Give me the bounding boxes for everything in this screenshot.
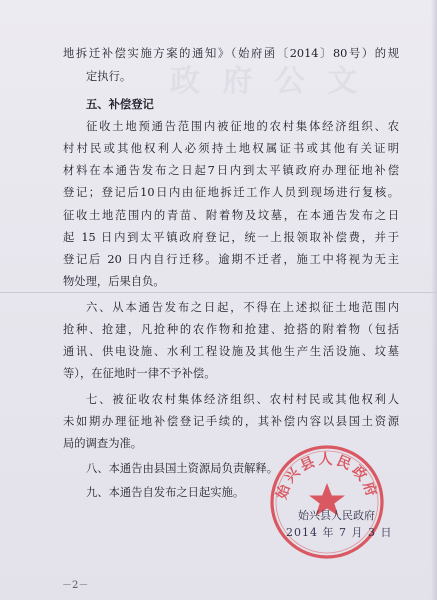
text-line: 九、本通告自发布之日起实施。 xyxy=(86,486,245,499)
seal-graphic xyxy=(268,443,386,561)
text-line: 七、被征收农村集体经济组织、农村村民或其他权利人 xyxy=(86,393,399,406)
text-line: 物处理，后果自负。 xyxy=(63,275,165,288)
faint-watermark: 政 府 公 文 xyxy=(170,64,364,99)
paper-fold-line xyxy=(0,292,437,293)
text-line: 征收土地预通告范围内被征地的农村集体经济组织、农 xyxy=(86,120,399,133)
text-line: 起 15 日内到太平镇政府登记，统一上报领取补偿费，并于 xyxy=(63,231,399,244)
text-line: 定执行。 xyxy=(86,70,132,83)
text-line: 局的调查为准。 xyxy=(63,437,143,450)
text-line: 材料在本通告发布之日起7日内到太平镇政府办理征地补偿 xyxy=(63,164,399,177)
text-line: 未如期办理征地补偿登记手续的，其补偿内容以县国土资源 xyxy=(63,415,399,428)
text-line: 村村民或其他权利人必须持土地权属证书或其他有关证明 xyxy=(63,142,399,155)
signature-date: 2014 年 7 月 3 日 xyxy=(286,526,393,539)
text-line: 等），在征地时一律不予补偿。 xyxy=(63,367,216,380)
text-line: 抢种、抢建，凡抢种的农作物和抢建、抢搭的附着物（包括 xyxy=(63,323,399,336)
official-seal xyxy=(268,443,386,561)
section-heading: 五、补偿登记 xyxy=(86,98,154,111)
text-line: 登记后 20 日内自行迁移。逾期不迁者，施工中将视为无主 xyxy=(63,253,399,266)
text-line: 六、从本通告发布之日起，不得在上述拟征土地范围内 xyxy=(86,301,399,314)
page-number: －2－ xyxy=(62,580,89,591)
signature-organization: 始兴县人民政府 xyxy=(298,509,375,522)
text-line: 八、本通告由县国土资源局负责解释。 xyxy=(86,462,279,475)
text-line: 地拆迁补偿实施方案的通知》（始府函〔2014〕80号）的规 xyxy=(63,47,399,60)
text-line: 登记；登记后10日内由征地拆迁工作人员到现场进行复核。 xyxy=(63,186,399,199)
seal-arc-text: 始兴县人民政府 xyxy=(274,451,380,502)
text-line: 通讯、供电设施、水利工程设施及其他生产生活设施、坟墓 xyxy=(63,345,399,358)
paper-edge-shadow xyxy=(431,0,437,600)
text-line: 征收土地范围内的青苗、附着物及坟墓，在本通告发布之日 xyxy=(63,209,399,222)
